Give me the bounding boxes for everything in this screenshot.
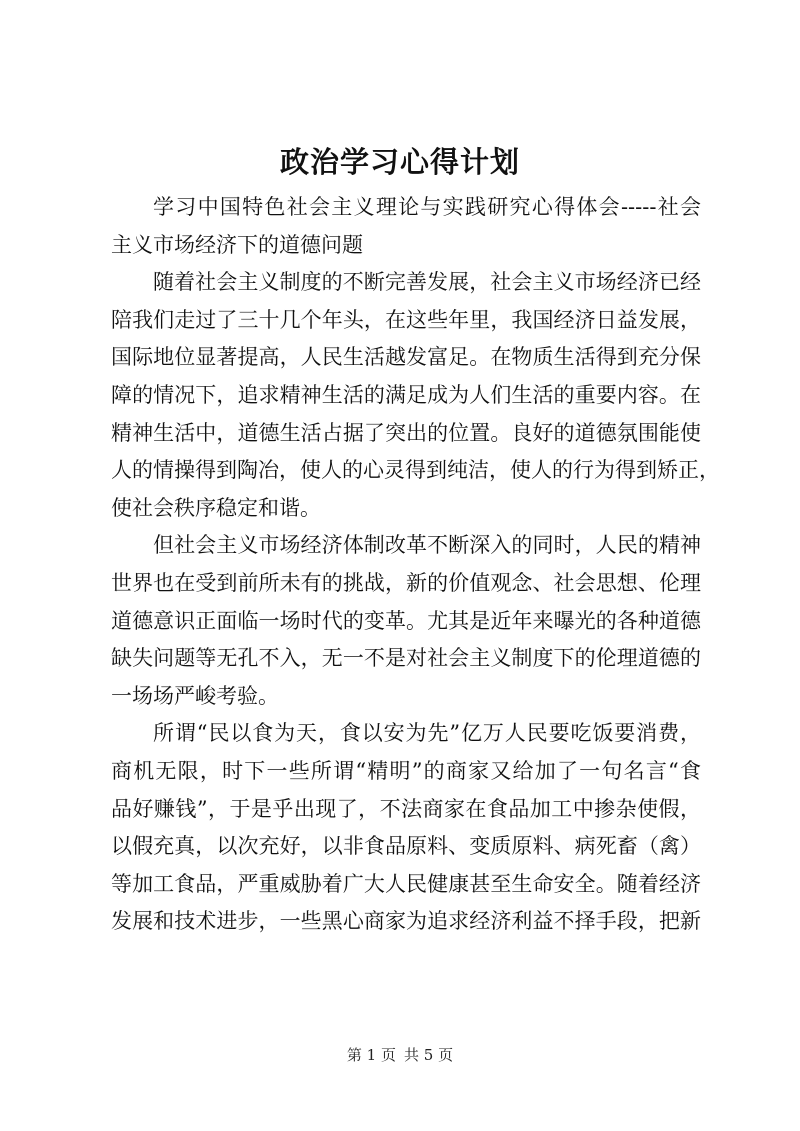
text-line: 品好赚钱”，于是乎出现了，不法商家在食品加工中掺杂使假， bbox=[111, 796, 701, 821]
text-line: 陪我们走过了三十几个年头，在这些年里，我国经济日益发展， bbox=[111, 307, 701, 332]
text-line: 但社会主义市场经济体制改革不断深入的同时，人民的精神 bbox=[153, 533, 701, 558]
text-line: 学习中国特色社会主义理论与实践研究心得体会-----社会 bbox=[153, 195, 701, 219]
text-line: 世界也在受到前所未有的挑战，新的价值观念、社会思想、伦理 bbox=[111, 570, 701, 595]
page-footer bbox=[0, 1045, 800, 1065]
text-line: 商机无限，时下一些所谓“精明”的商家又给加了一句名言“食 bbox=[111, 758, 701, 783]
page-number: 第 1 页 bbox=[346, 1046, 396, 1064]
text-line: 所谓“民以食为天，食以安为先”亿万人民要吃饭要消费， bbox=[153, 721, 701, 746]
document-body bbox=[111, 189, 720, 941]
text-line: 发展和技术进步，一些黑心商家为追求经济利益不择手段，把新 bbox=[111, 909, 701, 934]
text-line: 以假充真，以次充好，以非食品原料、变质原料、病死畜（禽） bbox=[111, 834, 701, 859]
text-line: 主义市场经济下的道德问题 bbox=[111, 232, 363, 257]
document-title: 政治学习心得计划 bbox=[279, 145, 520, 179]
text-line: 等加工食品，严重威胁着广大人民健康甚至生命安全。随着经济 bbox=[111, 871, 701, 896]
text-line: 使社会秩序稳定和谐。 bbox=[111, 495, 321, 520]
text-line: 障的情况下，追求精神生活的满足成为人们生活的重要内容。在 bbox=[111, 382, 701, 407]
text-line: 随着社会主义制度的不断完善发展，社会主义市场经济已经 bbox=[153, 270, 701, 295]
text-line: 精神生活中，道德生活占据了突出的位置。良好的道德氛围能使 bbox=[111, 420, 701, 445]
text-line: 缺失问题等无孔不入，无一不是对社会主义制度下的伦理道德的 bbox=[111, 646, 701, 671]
page-total: 共 5 页 bbox=[404, 1046, 454, 1064]
text-line: 国际地位显著提高，人民生活越发富足。在物质生活得到充分保 bbox=[111, 345, 701, 370]
text-line: 道德意识正面临一场时代的变革。尤其是近年来曝光的各种道德 bbox=[111, 608, 701, 633]
text-line: 一场场严峻考验。 bbox=[111, 683, 279, 708]
text-line: 人的情操得到陶冶，使人的心灵得到纯洁，使人的行为得到矫正， bbox=[111, 458, 720, 483]
